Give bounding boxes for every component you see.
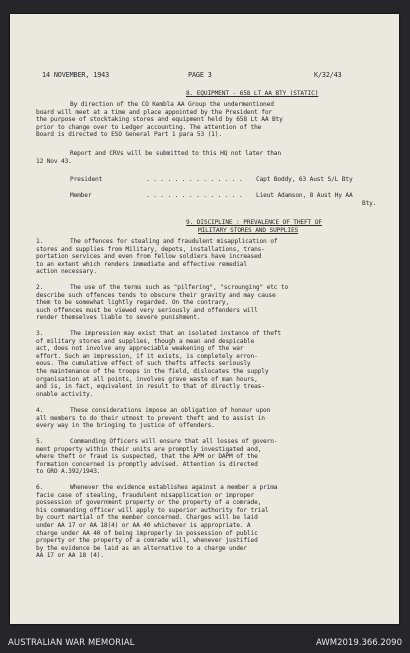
- section9-paragraph-4: 4. These considerations impose an obligation of honour upon all members to do their utmost to prevent theft and to assist in every way in the bringing to justice of offenders.: [36, 407, 271, 430]
- member-label: Member: [70, 192, 92, 199]
- header-date: 14 NOVEMBER, 1943: [42, 71, 110, 79]
- section9-heading-line2: MILITARY STORES AND SUPPLIES: [198, 227, 299, 234]
- section8-heading: 8. EQUIPMENT - 658 LT AA BTY (STATIC): [186, 90, 319, 97]
- section9-paragraph-3: 3. The impression may exist that an isolated instance of theft of military stores and supplies, though a mean and despicable act, does not involve any appreciable weakening of the war effort. Such an impression, if it exists, is completely erron- eous. The cumulative effect of such thefts affects seriously the maintenance of the troops in the field, dislocates the supply organisation at all points, involves grave waste of man hours, and is, in fact, equivalent in result to that of directly treas- onable activity.: [36, 330, 281, 398]
- header-page: PAGE 3: [188, 71, 212, 79]
- section9-paragraph-1: 1. The offences for stealing and fraudulent misapplication of stores and supplies from Military, depots, installations, trans- portation services and even from fellow soldiers have increased to an extent which renders immediate and effective remedial action necessary.: [36, 238, 278, 276]
- president-label: President: [70, 176, 103, 183]
- archive-footer: [0, 634, 410, 653]
- member-dots: . . . . . . . . . . . . . .: [146, 192, 243, 199]
- section9-paragraph-6: 6. Whenever the evidence establishes against a member a prima facie case of stealing, fraudulent misapplication or improper possession of government property or the property of a comrade, his commanding officer will apply to superior authority for trial by court martial of the member concerned. Charges will be laid under AA 17 or AA 18(4) or AA 40 whichever is appropriate. A charge under AA 40 of being improperly in possession of public property or the property of a comrade will, whenever justified by the evidence be laid as an alternative to a charge under AA 17 or AA 18 (4).: [36, 484, 278, 560]
- footer-accession-number: AWM2019.366.2090: [316, 638, 402, 648]
- footer-institution: AUSTRALIAN WAR MEMORIAL: [8, 638, 135, 648]
- president-dots: . . . . . . . . . . . . . .: [146, 176, 243, 183]
- section9-heading-line1: 9. DISCIPLINE : PREVALENCE OF THEFT OF: [186, 219, 322, 226]
- member-value-cont: Bty.: [362, 200, 377, 207]
- section8-paragraph: By direction of the CO Kembla AA Group the undermentioned board will meet at a time and place appointed by the President for the purpose of stocktaking stores and equipment held by 658 Lt AA Bty prior to change over to Ledger accounting. The attention of the Board is directed to ESO General Part 1 para 53 (1).: [36, 101, 283, 139]
- section8-report: Report and CRVs will be submitted to this HQ not later than 12 Nov 43.: [36, 150, 281, 165]
- member-value: Lieut Adamson, 8 Aust Hy AA: [256, 192, 353, 199]
- section9-paragraph-2: 2. The use of the terms such as "pilfering", "scrounging" etc to describe such offences tends to obscure their gravity and may cause them to be somewhat lightly regarded. On the contrary, such offences must be viewed very seriously and offenders will render themselves liable to severe punishment.: [36, 284, 289, 322]
- president-value: Capt Boddy, 63 Aust S/L Bty: [256, 176, 353, 183]
- header-ref: K/32/43: [314, 71, 342, 79]
- section9-paragraph-5: 5. Commanding Officers will ensure that all losses of govern- ment property within their units are promptly investigated and, where theft or fraud is suspected, that the APM or DAPM of the formation concerned is promptly advised. Attention is directed to GRO A.392/1943.: [36, 438, 278, 476]
- document-page: [10, 14, 399, 624]
